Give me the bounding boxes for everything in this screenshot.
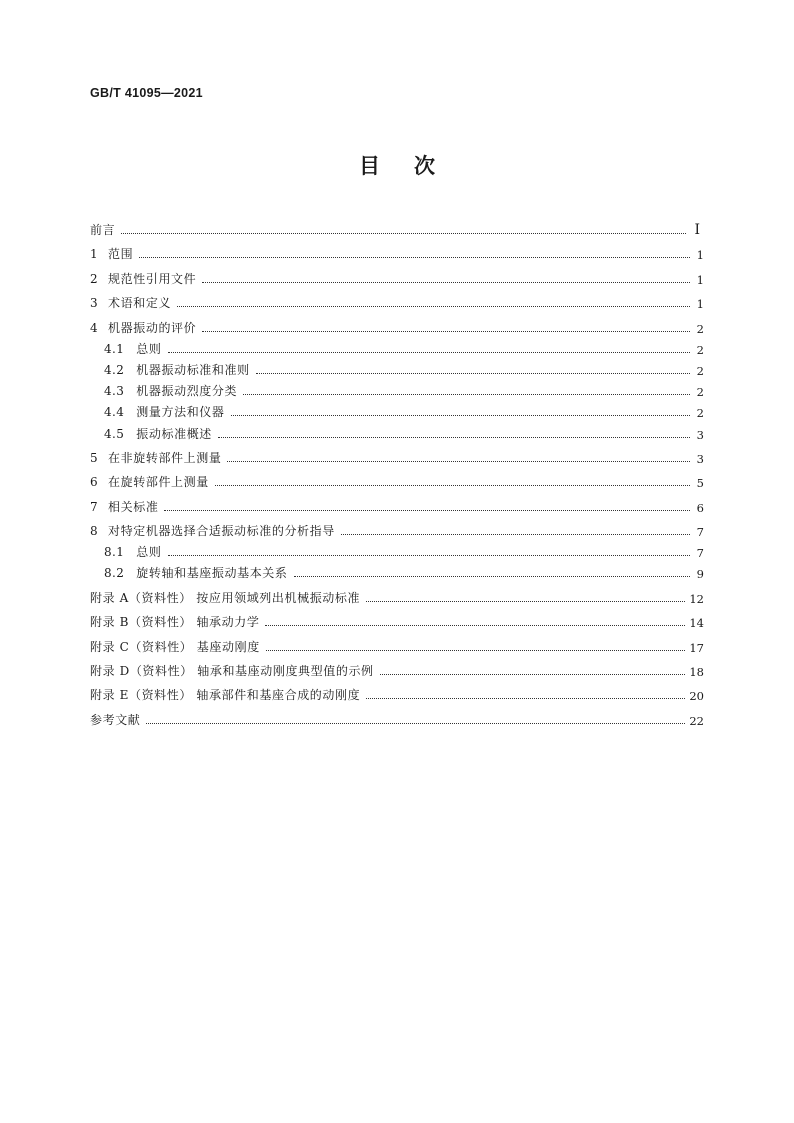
toc-entry-title: 机器振动标准和准则 bbox=[136, 362, 250, 377]
dot-leader bbox=[177, 305, 690, 307]
page-title: 目次 bbox=[359, 153, 469, 178]
toc-entry-label bbox=[90, 498, 158, 515]
toc-entry-label bbox=[90, 270, 196, 287]
toc-entry-page: 14 bbox=[689, 616, 704, 631]
toc-entry-label bbox=[104, 564, 288, 581]
toc-entry-page: 1 bbox=[696, 248, 704, 263]
toc-entry-title: 振动标准概述 bbox=[136, 426, 212, 441]
toc-entry-label bbox=[90, 613, 259, 630]
toc-entry-page: 7 bbox=[696, 525, 704, 540]
toc-entry-title: 附录 A（资料性） 按应用领域列出机械振动标准 bbox=[90, 590, 361, 605]
toc-entry-number: 3 bbox=[90, 296, 99, 311]
toc-entry-label bbox=[90, 221, 115, 238]
standard-code: GB/T 41095—2021 bbox=[90, 86, 203, 100]
toc-entry-page: 22 bbox=[689, 713, 704, 728]
table-of-contents bbox=[90, 216, 704, 728]
toc-entry-page: Ⅰ bbox=[694, 222, 700, 238]
toc-entry-number: 8 bbox=[90, 524, 99, 539]
toc-entry[interactable] bbox=[90, 378, 704, 399]
toc-entry-title: 附录 B（资料性） 轴承动力学 bbox=[90, 615, 260, 630]
toc-entry[interactable] bbox=[90, 560, 704, 581]
dot-leader bbox=[121, 232, 686, 234]
toc-entry-page: 18 bbox=[689, 665, 704, 679]
toc-entry-label bbox=[104, 543, 162, 560]
toc-entry[interactable] bbox=[90, 606, 704, 630]
toc-entry-title: 前言 bbox=[90, 223, 116, 237]
toc-entry-number: 5 bbox=[90, 450, 99, 465]
dot-leader bbox=[215, 484, 690, 486]
toc-entry-label bbox=[90, 245, 133, 262]
toc-entry-page: 2 bbox=[696, 342, 704, 357]
toc-entry-title: 范围 bbox=[108, 247, 134, 262]
toc-entry-label bbox=[90, 449, 221, 466]
dot-leader bbox=[266, 649, 686, 651]
toc-entry[interactable] bbox=[90, 420, 704, 441]
toc-entry[interactable] bbox=[90, 262, 704, 286]
toc-entry[interactable] bbox=[90, 336, 704, 357]
dot-leader bbox=[294, 575, 691, 577]
toc-entry-label bbox=[90, 686, 360, 703]
toc-entry-label bbox=[90, 589, 360, 606]
toc-entry-title: 规范性引用文件 bbox=[108, 271, 197, 286]
toc-entry[interactable] bbox=[90, 490, 704, 514]
toc-entry-label bbox=[104, 361, 250, 378]
toc-entry[interactable] bbox=[90, 655, 704, 679]
toc-entry[interactable] bbox=[90, 539, 704, 560]
toc-entry-number: 4 bbox=[90, 320, 99, 335]
toc-entry-page: 5 bbox=[696, 476, 704, 491]
toc-entry-title: 对特定机器选择合适振动标准的分析指导 bbox=[108, 524, 335, 539]
dot-leader bbox=[146, 722, 685, 724]
toc-entry-title: 附录 E（资料性） 轴承部件和基座合成的动刚度 bbox=[90, 688, 361, 703]
dot-leader bbox=[168, 351, 691, 353]
dot-leader bbox=[243, 393, 690, 395]
toc-entry[interactable] bbox=[90, 311, 704, 335]
toc-entry-page: 2 bbox=[696, 321, 704, 336]
toc-entry-page: 20 bbox=[689, 689, 704, 704]
toc-entry-page: 3 bbox=[696, 427, 704, 442]
toc-entry[interactable] bbox=[90, 399, 704, 420]
toc-entry[interactable] bbox=[90, 703, 704, 727]
dot-leader bbox=[380, 673, 686, 675]
toc-entry[interactable] bbox=[90, 466, 704, 490]
toc-entry-title: 术语和定义 bbox=[108, 296, 172, 311]
toc-entry-page: 6 bbox=[696, 500, 704, 515]
toc-entry-title: 总则 bbox=[136, 545, 162, 560]
toc-entry-page: 2 bbox=[696, 363, 704, 378]
dot-leader bbox=[218, 436, 690, 438]
toc-entry-label bbox=[104, 340, 162, 357]
toc-entry-label bbox=[104, 425, 212, 442]
dot-leader bbox=[139, 256, 690, 258]
dot-leader bbox=[164, 509, 690, 511]
toc-entry-title: 附录 D（资料性） 轴承和基座动刚度典型值的示例 bbox=[90, 664, 374, 678]
toc-entry-number: 8.2 bbox=[104, 566, 125, 581]
dot-leader bbox=[341, 533, 690, 535]
toc-entry[interactable] bbox=[90, 630, 704, 654]
toc-entry-page: 7 bbox=[696, 546, 704, 561]
dot-leader bbox=[168, 554, 691, 556]
toc-entry-number: 4.3 bbox=[104, 384, 125, 399]
toc-entry-title: 旋转轴和基座振动基本关系 bbox=[136, 566, 288, 581]
toc-entry-title: 参考文献 bbox=[90, 712, 141, 727]
toc-entry[interactable] bbox=[90, 216, 704, 238]
dot-leader bbox=[227, 460, 690, 462]
toc-entry-page: 12 bbox=[689, 591, 704, 606]
toc-entry[interactable] bbox=[90, 515, 704, 539]
toc-entry-number: 8.1 bbox=[104, 545, 125, 560]
toc-entry-number: 4.5 bbox=[104, 426, 125, 441]
dot-leader bbox=[231, 414, 691, 416]
toc-entry-label bbox=[104, 403, 225, 420]
toc-entry-page: 1 bbox=[696, 297, 704, 312]
toc-entry[interactable] bbox=[90, 287, 704, 311]
dot-leader bbox=[366, 600, 685, 602]
toc-entry-page: 2 bbox=[696, 406, 704, 421]
toc-entry-label bbox=[90, 319, 196, 336]
toc-entry-page: 9 bbox=[696, 567, 704, 582]
toc-entry-title: 机器振动烈度分类 bbox=[136, 384, 238, 399]
dot-leader bbox=[366, 697, 685, 699]
toc-entry-number: 4.4 bbox=[104, 405, 125, 420]
toc-entry-label bbox=[104, 382, 237, 399]
toc-entry-number: 2 bbox=[90, 271, 99, 286]
dot-leader bbox=[202, 281, 690, 283]
toc-entry-label bbox=[90, 662, 374, 679]
toc-entry-title: 相关标准 bbox=[108, 499, 159, 514]
toc-entry-label bbox=[90, 522, 335, 539]
toc-entry[interactable] bbox=[90, 238, 704, 262]
toc-entry-label bbox=[90, 638, 260, 655]
toc-entry[interactable] bbox=[90, 679, 704, 703]
toc-entry-title: 总则 bbox=[136, 341, 162, 356]
dot-leader bbox=[256, 372, 690, 374]
toc-entry-title: 测量方法和仪器 bbox=[136, 405, 225, 420]
toc-entry-number: 4.1 bbox=[104, 341, 125, 356]
toc-entry[interactable] bbox=[90, 357, 704, 378]
toc-entry-number: 1 bbox=[90, 247, 99, 262]
dot-leader bbox=[202, 330, 690, 332]
toc-entry[interactable] bbox=[90, 581, 704, 605]
toc-entry-page: 1 bbox=[696, 272, 704, 287]
toc-entry-label bbox=[90, 711, 140, 728]
toc-entry-number: 7 bbox=[90, 499, 99, 514]
toc-entry-page: 17 bbox=[689, 640, 704, 655]
toc-entry-title: 在旋转部件上测量 bbox=[108, 475, 209, 490]
toc-entry-label bbox=[90, 473, 209, 490]
toc-entry-number: 4.2 bbox=[104, 362, 125, 377]
toc-entry-title: 在非旋转部件上测量 bbox=[108, 450, 222, 465]
toc-entry-page: 2 bbox=[696, 385, 704, 400]
toc-entry[interactable] bbox=[90, 442, 704, 466]
toc-entry-page: 3 bbox=[696, 451, 704, 466]
toc-entry-title: 附录 C（资料性） 基座动刚度 bbox=[90, 639, 260, 654]
dot-leader bbox=[265, 624, 685, 626]
toc-entry-title: 机器振动的评价 bbox=[108, 320, 197, 335]
toc-entry-label bbox=[90, 294, 171, 311]
toc-entry-number: 6 bbox=[90, 475, 99, 490]
